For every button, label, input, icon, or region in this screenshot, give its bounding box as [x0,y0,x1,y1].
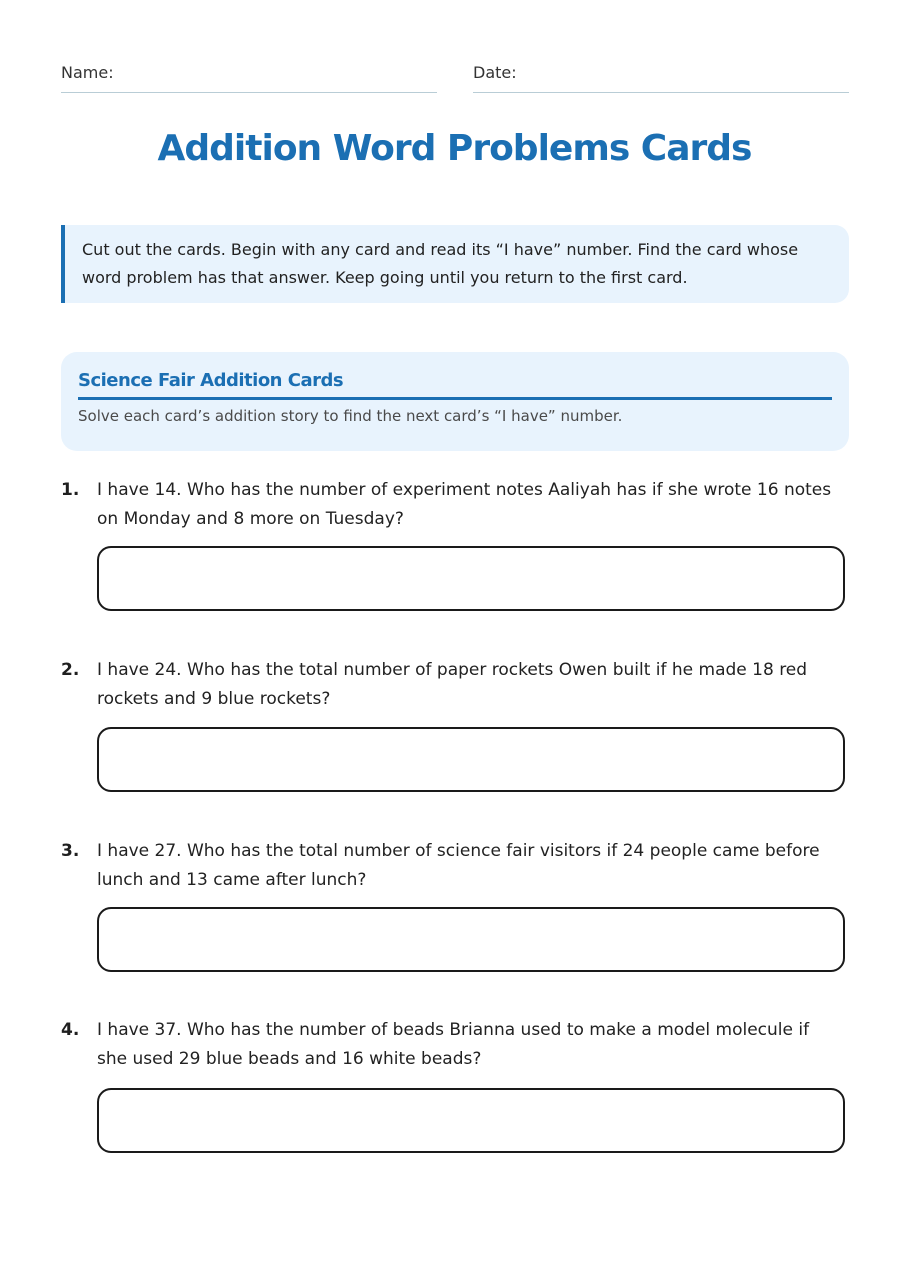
date-field[interactable] [473,60,849,93]
section-subtitle: Solve each card’s addition story to find the next card’s “I have” number. [78,407,623,425]
date-label: Date: [473,63,517,82]
problem-text: I have 27. Who has the total number of science fair visitors if 24 people came before lunch and 13 came after lunch? [97,841,820,890]
problem-text: I have 37. Who has the number of beads Brianna used to make a model molecule if she used 29 blue beads and 16 white beads? [97,1020,810,1069]
problem-text: I have 24. Who has the total number of paper rockets Owen built if he made 18 red rockets and 9 blue rockets? [97,660,808,709]
problem-number: 4. [61,1020,80,1040]
name-field[interactable] [61,60,437,93]
section-title: Science Fair Addition Cards [78,370,832,400]
name-label: Name: [61,63,114,82]
instructions-box [61,225,849,303]
problem-number: 3. [61,841,80,861]
page-title: Addition Word Problems Cards [157,128,752,169]
section-header [61,352,849,451]
problem-number: 2. [61,660,80,680]
answer-box[interactable] [97,546,845,611]
problem-text: I have 14. Who has the number of experiment notes Aaliyah has if she wrote 16 notes on Monday and 8 more on Tuesday? [97,480,832,529]
answer-box[interactable] [97,907,845,972]
problem-number: 1. [61,480,80,500]
answer-box[interactable] [97,1088,845,1153]
answer-box[interactable] [97,727,845,792]
student-info-row [61,60,849,92]
instructions-text: Cut out the cards. Begin with any card and read its “I have” number. Find the card whose word problem has that answer. Keep going until you return to the first card. [82,240,799,287]
